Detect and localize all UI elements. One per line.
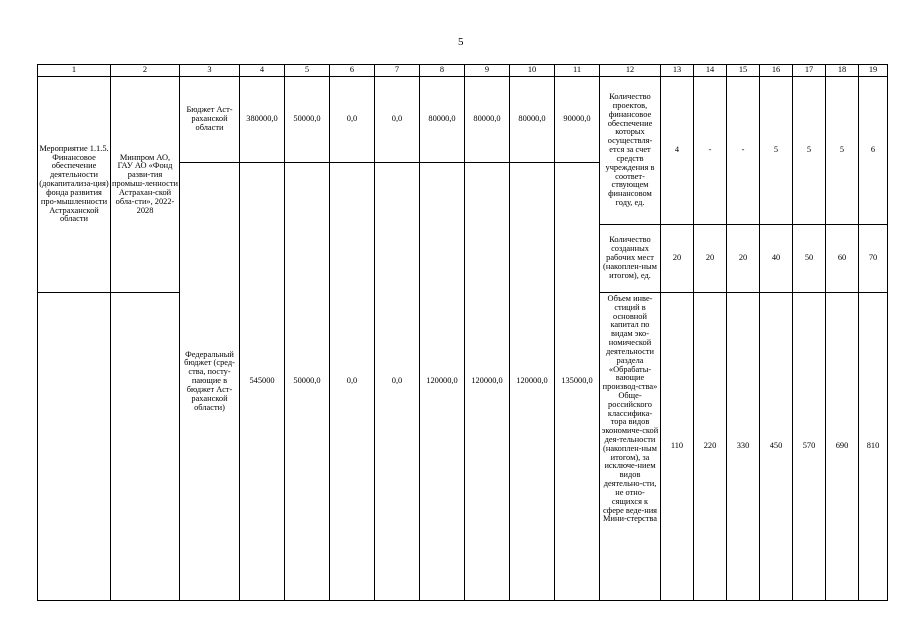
funding-value: 0,0 [330, 77, 375, 163]
indicator-value: 60 [826, 225, 859, 293]
header-cell: 10 [510, 65, 555, 77]
funding-source-cell: Федеральный бюджет (сред-ства, посту-пающие в бюджет Аст-раханской области) [180, 163, 240, 601]
funding-value: 545000 [240, 163, 285, 601]
executor-continued-cell [111, 293, 180, 601]
indicator-value: 20 [727, 225, 760, 293]
indicator-value: 6 [859, 77, 888, 225]
indicator-value: - [694, 77, 727, 225]
indicator-name: Количество проектов, финансовое обеспечение которых осуществля-ется за счет средств учреждения в соответ-ствующем финансовом году, ед. [600, 77, 661, 225]
indicator-value: 4 [661, 77, 694, 225]
header-cell: 18 [826, 65, 859, 77]
funding-value: 80000,0 [420, 77, 465, 163]
header-cell: 19 [859, 65, 888, 77]
header-cell: 3 [180, 65, 240, 77]
measures-table [37, 64, 888, 601]
funding-value: 50000,0 [285, 163, 330, 601]
header-cell: 11 [555, 65, 600, 77]
table-row [38, 77, 888, 163]
funding-value: 380000,0 [240, 77, 285, 163]
funding-value: 0,0 [330, 163, 375, 601]
indicator-name: Объем инве-стиций в основной капитал по видам эко-номической деятельности раздела «Обрабаты-вающие производ-ства» Обще-российского классифика-тора видов экономиче-ской дея-тельности (накоплен-ным итогом), за исключе-нием видов деятельно-сти, не отно-сящихся к сфере веде-ния Мини-стерства [600, 293, 661, 601]
measure-continued-cell [38, 293, 111, 601]
header-cell: 5 [285, 65, 330, 77]
funding-value: 80000,0 [510, 77, 555, 163]
header-cell: 2 [111, 65, 180, 77]
indicator-value: 110 [661, 293, 694, 601]
indicator-value: 70 [859, 225, 888, 293]
indicator-value: 330 [727, 293, 760, 601]
indicator-name: Количество созданных рабочих мест (накоплен-ным итогом), ед. [600, 225, 661, 293]
indicator-value: 40 [760, 225, 793, 293]
funding-value: 0,0 [375, 77, 420, 163]
header-cell: 17 [793, 65, 826, 77]
funding-value: 120000,0 [510, 163, 555, 601]
measure-cell: Мероприятие 1.1.5. Финансовое обеспечение деятельности (докапитализа-ция) фонда развития про-мышленности Астраханской области [38, 77, 111, 293]
funding-source-cell: Бюджет Аст-раханской области [180, 77, 240, 163]
funding-value: 0,0 [375, 163, 420, 601]
header-cell: 7 [375, 65, 420, 77]
indicator-value: 5 [793, 77, 826, 225]
header-cell: 9 [465, 65, 510, 77]
header-cell: 4 [240, 65, 285, 77]
funding-value: 90000,0 [555, 77, 600, 163]
indicator-value: - [727, 77, 760, 225]
header-cell: 1 [38, 65, 111, 77]
indicator-value: 5 [760, 77, 793, 225]
header-cell: 13 [661, 65, 694, 77]
funding-value: 120000,0 [465, 163, 510, 601]
header-cell: 14 [694, 65, 727, 77]
indicator-value: 690 [826, 293, 859, 601]
indicator-value: 50 [793, 225, 826, 293]
funding-value: 50000,0 [285, 77, 330, 163]
indicator-value: 810 [859, 293, 888, 601]
funding-value: 135000,0 [555, 163, 600, 601]
header-cell: 6 [330, 65, 375, 77]
executor-cell: Минпром АО, ГАУ АО «Фонд разви-тия промыш-ленности Астрахан-ской обла-сти», 2022-2028 [111, 77, 180, 293]
indicator-value: 570 [793, 293, 826, 601]
header-cell: 12 [600, 65, 661, 77]
funding-value: 80000,0 [465, 77, 510, 163]
funding-value: 120000,0 [420, 163, 465, 601]
header-cell: 16 [760, 65, 793, 77]
header-cell: 15 [727, 65, 760, 77]
header-cell: 8 [420, 65, 465, 77]
indicator-value: 220 [694, 293, 727, 601]
indicator-value: 20 [661, 225, 694, 293]
indicator-value: 450 [760, 293, 793, 601]
indicator-value: 5 [826, 77, 859, 225]
header-row [38, 65, 888, 77]
page-number: 5 [458, 36, 464, 48]
indicator-value: 20 [694, 225, 727, 293]
